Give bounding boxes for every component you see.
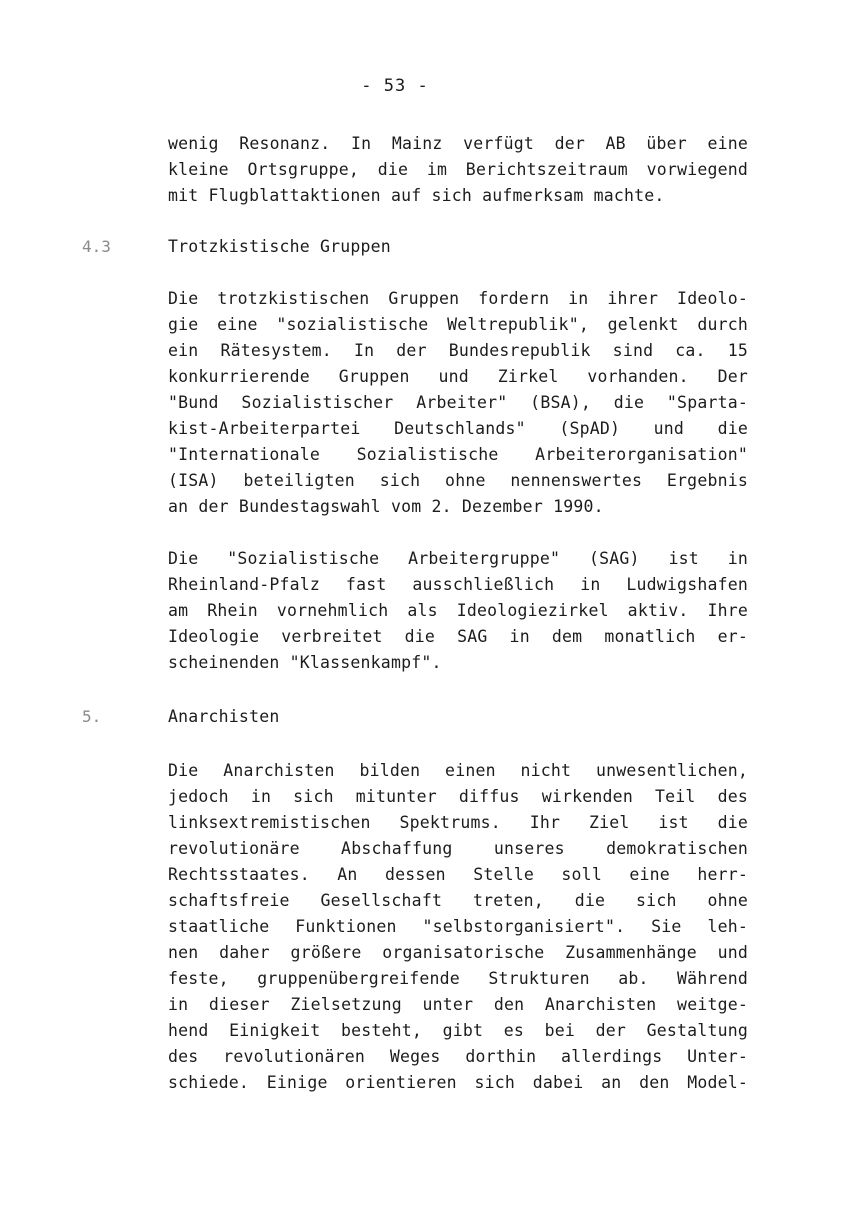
section-heading: Trotzkistische Gruppen: [168, 237, 391, 256]
intro-line: mit Flugblattaktionen auf sich aufmerksam machte.: [168, 186, 665, 205]
paragraph-line: Rheinland-Pfalz fast ausschließlich in Ludwigshafen: [168, 575, 748, 594]
paragraph-line: schiede. Einige orientieren sich dabei an den Model-: [168, 1073, 748, 1092]
paragraph-line: Die trotzkistischen Gruppen fordern in ihrer Ideolo-: [168, 289, 748, 308]
paragraph-line: gie eine "sozialistische Weltrepublik", gelenkt durch: [168, 315, 748, 334]
paragraph-line: staatliche Funktionen "selbstorganisiert". Sie leh-: [168, 917, 748, 936]
paragraph-line: hend Einigkeit besteht, gibt es bei der Gestaltung: [168, 1021, 748, 1040]
paragraph-line: Ideologie verbreitet die SAG in dem monatlich er-: [168, 627, 748, 646]
section-number: 5.: [82, 707, 102, 726]
paragraph-line: Die Anarchisten bilden einen nicht unwesentlichen,: [168, 761, 748, 780]
paragraph-line: (ISA) beteiligten sich ohne nennenswertes Ergebnis: [168, 471, 748, 490]
section-heading: Anarchisten: [168, 707, 280, 726]
paragraph-line: schaftsfreie Gesellschaft treten, die sich ohne: [168, 891, 748, 910]
paragraph-line: an der Bundestagswahl vom 2. Dezember 1990.: [168, 497, 604, 516]
intro-line: kleine Ortsgruppe, die im Berichtszeitraum vorwiegend: [168, 160, 748, 179]
paragraph-line: linksextremistischen Spektrums. Ihr Ziel ist die: [168, 813, 748, 832]
paragraph-line: am Rhein vornehmlich als Ideologiezirkel aktiv. Ihre: [168, 601, 748, 620]
paragraph-line: "Internationale Sozialistische Arbeiterorganisation": [168, 445, 748, 464]
paragraph-line: jedoch in sich mitunter diffus wirkenden Teil des: [168, 787, 748, 806]
paragraph-line: nen daher größere organisatorische Zusammenhänge und: [168, 943, 748, 962]
paragraph-line: feste, gruppenübergreifende Strukturen ab. Während: [168, 969, 748, 988]
paragraph-line: kist-Arbeiterpartei Deutschlands" (SpAD) und die: [168, 419, 748, 438]
paragraph-line: scheinenden "Klassenkampf".: [168, 653, 442, 672]
paragraph-line: Rechtsstaates. An dessen Stelle soll eine herr-: [168, 865, 748, 884]
paragraph-line: konkurrierende Gruppen und Zirkel vorhanden. Der: [168, 367, 748, 386]
intro-line: wenig Resonanz. In Mainz verfügt der AB über eine: [168, 134, 748, 153]
page-number: - 53 -: [361, 76, 429, 96]
paragraph-line: "Bund Sozialistischer Arbeiter" (BSA), die "Sparta-: [168, 393, 748, 412]
paragraph-line: in dieser Zielsetzung unter den Anarchisten weitge-: [168, 995, 748, 1014]
paragraph-line: Die "Sozialistische Arbeitergruppe" (SAG) ist in: [168, 549, 748, 568]
paragraph-line: ein Rätesystem. In der Bundesrepublik sind ca. 15: [168, 341, 748, 360]
paragraph-line: des revolutionären Weges dorthin allerdings Unter-: [168, 1047, 748, 1066]
paragraph-line: revolutionäre Abschaffung unseres demokratischen: [168, 839, 748, 858]
section-number: 4.3: [82, 237, 111, 256]
